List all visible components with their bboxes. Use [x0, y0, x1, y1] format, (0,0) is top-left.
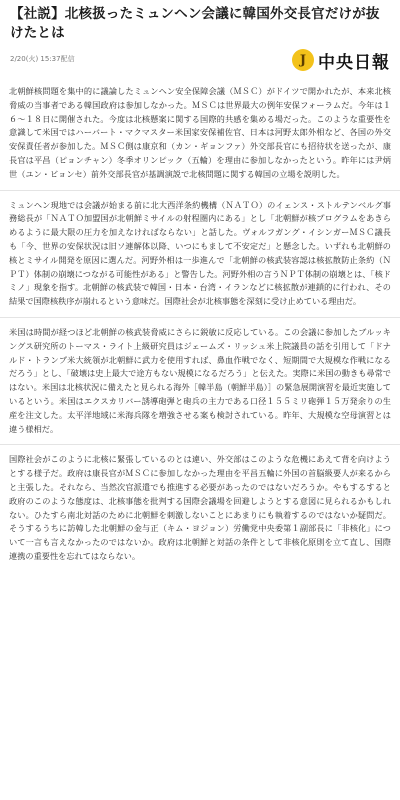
publish-date: 2/20(火) 15:37配信	[10, 55, 75, 63]
article-paragraph-1: 北朝鮮核問題を集中的に議論したミュンヘン安全保障会議（ＭＳＣ）がドイツで開かれたが、本来北核脅威の当事者である韓国政府は参加しなかった。ＭＳＣは世界最大の例年安保フォーラムだ。今年は１６～１８日に開催された。今度は北核懸案に関する国際的共感を集める場だった。このような重要性を意識して米国ではハーバート・マクマスター米国家安保補佐官、日本は河野太郎外相など、各国の外交安保責任者が参加した。ＭＳＣ側は康京和（カン・ギョンファ）外交部長官にも招待状を送ったが、康長官は平昌（ピョンチャン）冬季オリンピック（五輪）を理由に参加しなかったという。昨年には尹炳世（ユン・ビョンセ）前外交部長官が基調演説で北核問題に関する韓国の立場を説明した。	[9, 86, 391, 179]
publisher-logo[interactable]	[292, 48, 390, 73]
paragraph-divider	[0, 444, 400, 445]
publisher-logo-icon: J	[292, 49, 314, 71]
article-meta	[0, 43, 400, 73]
article-paragraph-3: 米国は時間が経つほど北朝鮮の核武装脅威にさらに鋭敏に反応している。この会議に参加したブルッキングス研究所のトーマス・ライト上級研究員はジェームズ・リッシュ米上院議員の話を引用して「ドナルド・トランプ米大統領が北朝鮮に武力を使用すれば、鼻血作戦でなく、短期間で大規模な作戦になるだろう」とし、「破壊は史上最大で途方もない規模になるだろう」と伝えた。実際に米国の動きも尋常ではない。米国は北核状況に備えたと見られる海外［韓半島（朝鮮半島）］の緊急展開演習を最近実施しているという。米国はエクスカリバー誘導砲弾と砲兵の主力である口径１５５ミリ砲弾１５万発余りの生産を注文した。太平洋地域に米海兵隊を増強させる案も検討されている。昨年、大規模な空母演習とは違う様相だ。	[9, 326, 391, 434]
publisher-name: 中央日報	[318, 52, 390, 73]
paragraph-divider	[0, 317, 400, 318]
article-title: 【社説】北核扱ったミュンヘン会議に韓国外交長官だけが抜けたとは	[10, 6, 380, 41]
article-paragraph-2: ミュンヘン現地では会議が始まる前に北大西洋条約機構（ＮＡＴＯ）のイェンス・ストルテンベルグ事務総長が「ＮＡＴＯ加盟国が北朝鮮ミサイルの射程圏内にある」とし「北朝鮮が核プログラムをあきらめるように最大限の圧力を加えなければならない」と話した。ヴォルフガング・イシンガーＭＳＣ議長も「今、世界の安保状況は旧ソ連解体以降、いつにもまして不安定だ」と懸念した。いずれも北朝鮮の核とミサイル開発を原因に選んだ。河野外相は一歩進んで「北朝鮮の核武装容認は核拡散防止条約（ＮＰＴ）体制の崩壊につながる可能性がある」と警告した。河野外相の言うＮＰＴ体制の崩壊とは、「核ドミノ」現象を指す。北朝鮮の核武装で韓国・日本・台湾・イランなどに核拡散が連鎖的に行われ、その結果で国際核秩序が崩れるという意味だ。国際社会が北核事態を深刻に受け止めている理由だ。	[9, 199, 391, 307]
paragraph-divider	[0, 190, 400, 191]
article-paragraph-4: 国際社会がこのように北核に緊張しているのとは違い、外交部はこのような危機にあえて背を向けようとする様子だ。政府は康長官がＭＳＣに参加しなかった理由を平昌五輪に外国の首脳級要人が来るからと主張した。それなら、当然次官派遣でも推進する必要があったのではないだろうか。やもするすると政府のこのような態度は、北核事態を批判する国際会議場を回避しようとする意図に見られるかもしれない。ひたすら南北対話のために北朝鮮を刺激しないことにあまりにも執着するのではないか疑問だ。そうするうちに訪韓した北朝鮮の金与正（キム・ヨジョン）労働党中央委第１副部長に「非核化」について一言も言えなかったのではないか。政府は北朝鮮と対話の条件として非核化原則を立て直し、国際連携の重要性を忘れてはならない。	[9, 454, 391, 561]
